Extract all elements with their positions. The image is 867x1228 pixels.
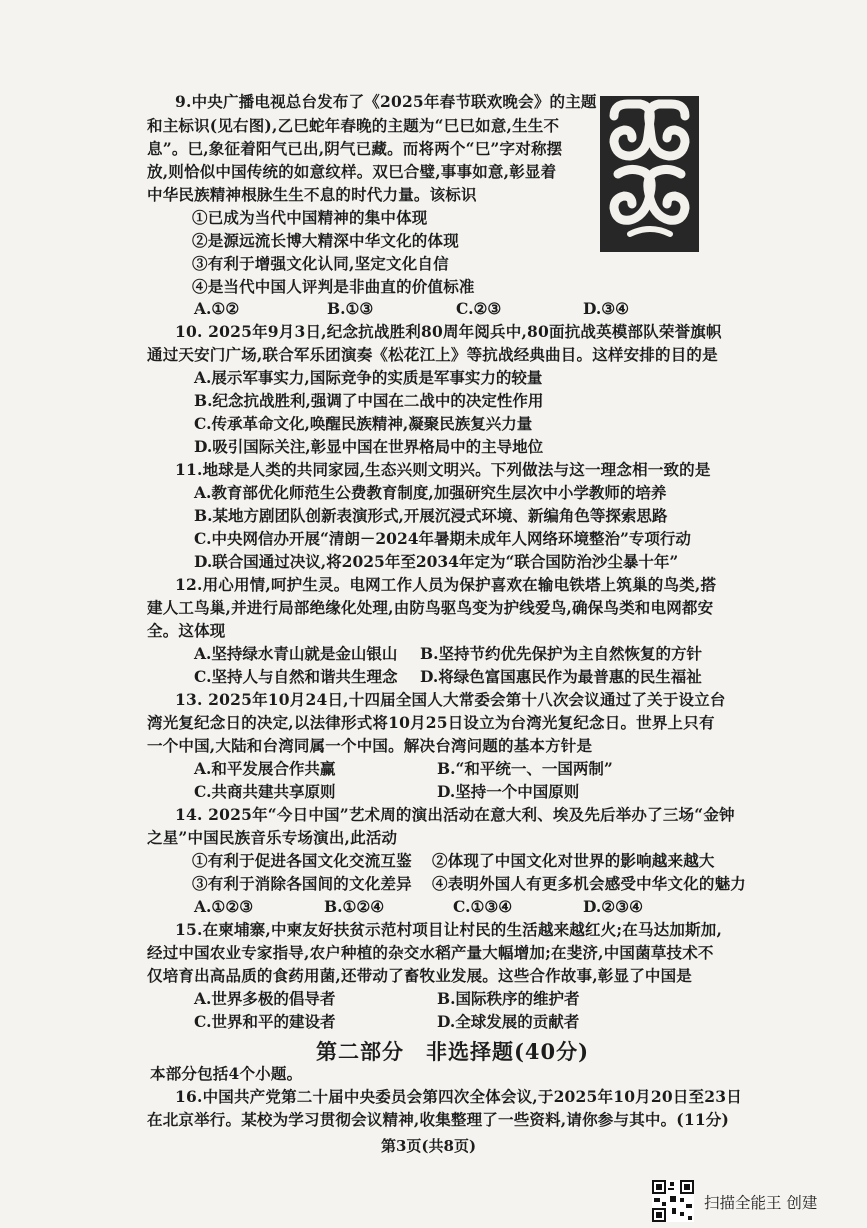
q10-option-c: C.传承革命文化,唤醒民族精神,凝聚民族复兴力量 <box>194 414 533 433</box>
q13-line-1: 13. 2025年10月24日,十四届全国人大常委会第十八次会议通过了关于设立台 <box>175 690 726 709</box>
q10-option-d: D.吸引国际关注,彰显中国在世界格局中的主导地位 <box>194 437 544 456</box>
q11-line-1: 11.地球是人类的共同家园,生态兴则文明兴。下列做法与这一理念相一致的是 <box>175 460 711 479</box>
q11-option-c: C.中央网信办开展“清朗－2024年暑期未成年人网络环境整治”专项行动 <box>194 529 691 548</box>
q15-line-2: 经过中国农业专家指导,农户种植的杂交水稻产量大幅增加;在斐济,中国菌草技术不 <box>147 943 714 962</box>
q9-statement-3: ③有利于增强文化认同,坚定文化自信 <box>192 254 449 273</box>
q15-option-c: C.世界和平的建设者 <box>194 1012 336 1031</box>
q12-option-b: B.坚持节约优先保护为主自然恢复的方针 <box>420 644 702 663</box>
q11-option-b: B.某地方剧团队创新表演形式,开展沉浸式环境、新编角色等探索思路 <box>194 506 668 525</box>
q10-option-a: A.展示军事实力,国际竞争的实质是军事实力的较量 <box>194 368 543 387</box>
q10-line-1: 10. 2025年9月3日,纪念抗战胜利80周年阅兵中,80面抗战英模部队荣誉旗帜 <box>175 322 722 341</box>
q9-line-4: 放,则恰似中国传统的如意纹样。双巳合璧,事事如意,彰显着 <box>147 162 557 181</box>
q13-line-3: 一个中国,大陆和台湾同属一个中国。解决台湾问题的基本方针是 <box>147 736 593 755</box>
q9-option-d: D.③④ <box>583 299 630 318</box>
q11-option-d: D.联合国通过决议,将2025年至2034年定为“联合国防治沙尘暴十年” <box>194 552 679 571</box>
q12-line-2: 建人工鸟巢,并进行局部绝缘化处理,由防鸟驱鸟变为护线爱鸟,确保鸟类和电网都安 <box>147 598 714 617</box>
q14-statement-1: ①有利于促进各国文化交流互鉴 <box>192 851 412 870</box>
q9-option-c: C.②③ <box>456 299 502 318</box>
q9-option-b: B.①③ <box>327 299 374 318</box>
q16-line-2: 在北京举行。某校为学习贯彻会议精神,收集整理了一些资料,请你参与其中。(11分) <box>147 1110 730 1129</box>
q14-statement-3: ③有利于消除各国间的文化差异 <box>192 874 412 893</box>
q12-line-3: 全。这体现 <box>147 621 226 640</box>
q13-option-c: C.共商共建共享原则 <box>194 782 336 801</box>
q16-line-1: 16.中国共产党第二十届中央委员会第四次全体会议,于2025年10月20日至23日 <box>175 1087 742 1106</box>
q14-statement-2: ②体现了中国文化对世界的影响越来越大 <box>432 851 715 870</box>
part2-intro: 本部分包括4个小题。 <box>150 1064 303 1083</box>
q9-line-3: 息”。巳,象征着阳气已出,阴气已藏。而将两个“巳”字对称摆 <box>147 139 563 158</box>
q9-statement-2: ②是源远流长博大精深中华文化的体现 <box>192 231 459 250</box>
q14-option-c: C.①③④ <box>453 897 513 916</box>
scanner-watermark <box>652 1180 852 1224</box>
q12-option-d: D.将绿色富国惠民作为最普惠的民生福祉 <box>420 667 702 686</box>
q14-option-d: D.②③④ <box>583 897 643 916</box>
q9-option-a: A.①② <box>194 299 240 318</box>
q13-line-2: 湾光复纪念日的决定,以法律形式将10月25日设立为台湾光复纪念日。世界上只有 <box>147 713 715 732</box>
q9-line-2: 和主标识(见右图),乙巳蛇年春晚的主题为“巳巳如意,生生不 <box>147 116 560 135</box>
q9-line-1: 9.中央广播电视总台发布了《2025年春节联欢晚会》的主题 <box>175 92 597 111</box>
q15-option-b: B.国际秩序的维护者 <box>437 989 580 1008</box>
page-number: 第3页(共8页) <box>381 1137 477 1155</box>
q14-statement-4: ④表明外国人有更多机会感受中华文化的魅力 <box>432 874 747 893</box>
q13-option-b: B.“和平统一、一国两制” <box>437 759 613 778</box>
q15-line-3: 仅培育出高品质的食药用菌,还带动了畜牧业发展。这些合作故事,彰显了中国是 <box>147 966 692 985</box>
q13-option-a: A.和平发展合作共赢 <box>194 759 336 778</box>
q9-statement-4: ④是当代中国人评判是非曲直的价值标准 <box>192 277 475 296</box>
q14-line-2: 之星”中国民族音乐专场演出,此活动 <box>147 828 398 847</box>
q13-option-d: D.坚持一个中国原则 <box>437 782 580 801</box>
q9-line-5: 中华民族精神根脉生生不息的时代力量。该标识 <box>147 185 477 204</box>
q15-option-a: A.世界多极的倡导者 <box>194 989 336 1008</box>
section-title: 第二部分 非选择题(40分) <box>316 1039 590 1064</box>
qr-code-icon <box>652 1180 694 1222</box>
q14-option-b: B.①②④ <box>324 897 385 916</box>
q9-statement-1: ①已成为当代中国精神的集中体现 <box>192 208 428 227</box>
q14-line-1: 14. 2025年“今日中国”艺术周的演出活动在意大利、埃及先后举办了三场“金钟 <box>175 805 735 824</box>
q12-option-c: C.坚持人与自然和谐共生理念 <box>194 667 398 686</box>
q15-option-d: D.全球发展的贡献者 <box>437 1012 580 1031</box>
q12-line-1: 12.用心用情,呵护生灵。电网工作人员为保护喜欢在输电铁塔上筑巢的鸟类,搭 <box>175 575 717 594</box>
spring-festival-logo-icon <box>600 96 699 252</box>
q14-option-a: A.①②③ <box>194 897 254 916</box>
q15-line-1: 15.在柬埔寨,中柬友好扶贫示范村项目让村民的生活越来越红火;在马达加斯加, <box>175 920 723 939</box>
q10-option-b: B.纪念抗战胜利,强调了中国在二战中的决定性作用 <box>194 391 544 410</box>
q11-option-a: A.教育部优化师范生公费教育制度,加强研究生层次中小学教师的培养 <box>194 483 667 502</box>
q12-option-a: A.坚持绿水青山就是金山银山 <box>194 644 398 663</box>
q10-line-2: 通过天安门广场,联合军乐团演奏《松花江上》等抗战经典曲目。这样安排的目的是 <box>147 345 718 364</box>
watermark-text: 扫描全能王 创建 <box>704 1194 818 1212</box>
